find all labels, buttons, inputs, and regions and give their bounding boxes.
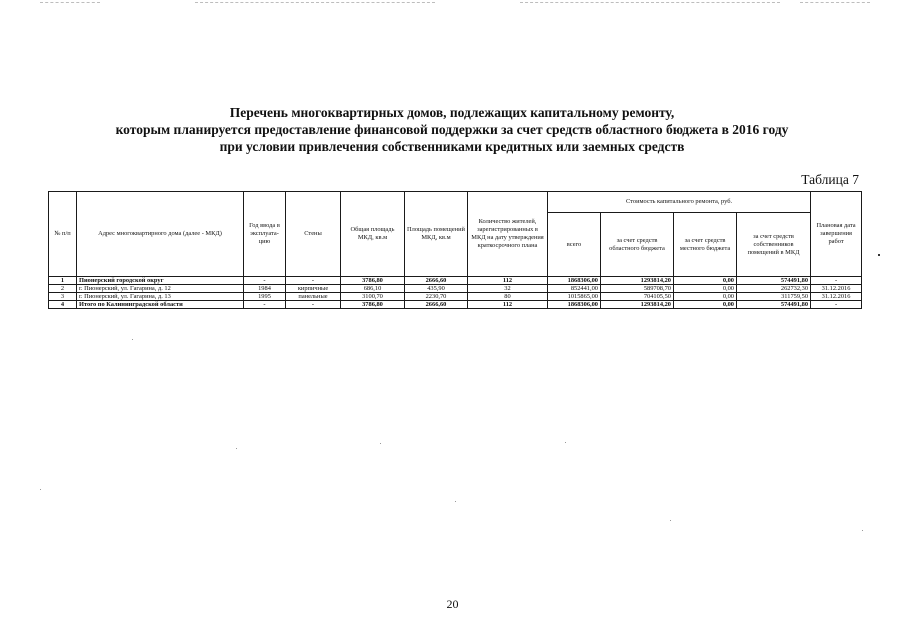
header-cost-group: Стоимость капитального ремонта, руб. — [548, 192, 811, 213]
cell-num: 1 — [49, 277, 77, 285]
title-line-2: которым планируется предоставление финансовой поддержки за счет средств областного бюджета в 2016 году — [115, 122, 789, 137]
cell-owners: 262732,30 — [737, 285, 811, 293]
scan-speck — [878, 254, 880, 256]
cell-regional: 1293814,20 — [601, 277, 674, 285]
header-total-area: Общая площадь МКД, кв.м — [341, 192, 405, 277]
table-row — [49, 301, 862, 309]
cell-total: 1868306,00 — [548, 277, 601, 285]
scan-speck — [40, 489, 41, 490]
cell-year: - — [244, 277, 286, 285]
cell-num: 2 — [49, 285, 77, 293]
scan-artifact — [520, 2, 780, 3]
cell-address: Итого по Калининградской области — [77, 301, 244, 309]
header-planned-date: Плановая дата завершения работ — [811, 192, 862, 277]
cell-residents: 80 — [468, 293, 548, 301]
cell-date: - — [811, 301, 862, 309]
table-row — [49, 277, 862, 285]
cell-premises-area: 435,90 — [405, 285, 468, 293]
scan-speck — [455, 501, 456, 502]
header-num: № п/п — [49, 192, 77, 277]
cell-local: 0,00 — [674, 301, 737, 309]
cell-walls: панельные — [286, 293, 341, 301]
header-cost-regional: за счет средств областного бюджета — [601, 213, 674, 277]
cell-walls: - — [286, 277, 341, 285]
cell-year: 1995 — [244, 293, 286, 301]
header-cost-total: всего — [548, 213, 601, 277]
houses-table — [48, 191, 862, 309]
cell-premises-area: 2666,60 — [405, 277, 468, 285]
cell-regional: 704105,50 — [601, 293, 674, 301]
header-cost-owners: за счет средств собственников помещений в МКД — [737, 213, 811, 277]
cell-residents: 112 — [468, 277, 548, 285]
cell-year: 1984 — [244, 285, 286, 293]
cell-date: 31.12.2016 — [811, 285, 862, 293]
scan-speck — [132, 339, 133, 340]
cell-address: г. Пионерский, ул. Гагарина, д. 13 — [77, 293, 244, 301]
header-cost-local: за счет средств местного бюджета — [674, 213, 737, 277]
cell-regional: 1293814,20 — [601, 301, 674, 309]
cell-total-area: 686,10 — [341, 285, 405, 293]
cell-premises-area: 2666,60 — [405, 301, 468, 309]
table-row — [49, 293, 862, 301]
cell-owners: 574491,80 — [737, 277, 811, 285]
cell-date: - — [811, 277, 862, 285]
cell-total: 1015865,00 — [548, 293, 601, 301]
header-year: Год ввода в эксплуата-цию — [244, 192, 286, 277]
cell-local: 0,00 — [674, 293, 737, 301]
title-line-3: при условии привлечения собственниками кредитных или заемных средств — [219, 139, 685, 154]
cell-year: - — [244, 301, 286, 309]
header-residents: Количество жителей, зарегистрированных в МКД на дату утверждения краткосрочного плана — [468, 192, 548, 277]
cell-owners: 574491,80 — [737, 301, 811, 309]
header-walls: Стены — [286, 192, 341, 277]
scan-artifact — [40, 2, 100, 3]
cell-num: 4 — [49, 301, 77, 309]
scan-artifact — [800, 2, 870, 3]
scan-speck — [862, 530, 863, 531]
cell-regional: 589708,70 — [601, 285, 674, 293]
cell-total-area: 3100,70 — [341, 293, 405, 301]
cell-local: 0,00 — [674, 285, 737, 293]
cell-total-area: 3786,80 — [341, 277, 405, 285]
table-label: Таблица 7 — [801, 172, 859, 187]
scan-speck — [236, 448, 237, 449]
cell-walls: кирпичные — [286, 285, 341, 293]
cell-owners: 311759,50 — [737, 293, 811, 301]
cell-premises-area: 2230,70 — [405, 293, 468, 301]
cell-date: 31.12.2016 — [811, 293, 862, 301]
title-line-1: Перечень многоквартирных домов, подлежащих капитальному ремонту, — [229, 105, 675, 120]
scan-speck — [670, 520, 671, 521]
cell-address: Пионерский городской округ — [77, 277, 244, 285]
document-title — [60, 104, 844, 155]
header-premises-area: Площадь помещений МКД, кв.м — [405, 192, 468, 277]
cell-total: 852441,00 — [548, 285, 601, 293]
cell-total: 1868306,00 — [548, 301, 601, 309]
scan-speck — [380, 443, 381, 444]
cell-total-area: 3786,80 — [341, 301, 405, 309]
page-number: 20 — [446, 597, 459, 611]
header-address: Адрес многоквартирного дома (далее - МКД) — [77, 192, 244, 277]
cell-residents: 112 — [468, 301, 548, 309]
cell-address: г. Пионерский, ул. Гагарина, д. 12 — [77, 285, 244, 293]
scan-artifact — [195, 2, 435, 3]
cell-num: 3 — [49, 293, 77, 301]
cell-local: 0,00 — [674, 277, 737, 285]
cell-walls: - — [286, 301, 341, 309]
table-row — [49, 285, 862, 293]
cell-residents: 32 — [468, 285, 548, 293]
scan-speck — [565, 442, 566, 443]
